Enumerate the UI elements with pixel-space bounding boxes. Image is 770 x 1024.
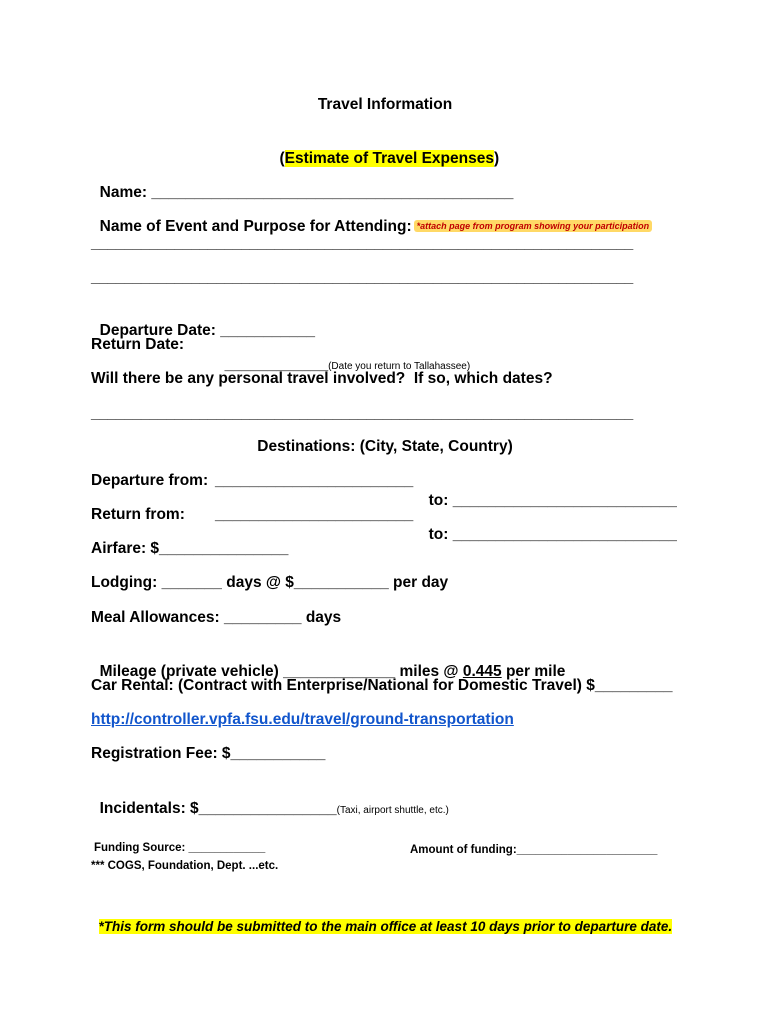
attach-note: *attach page from program showing your participation (414, 220, 653, 232)
ground-transportation-link[interactable]: http://controller.vpfa.fsu.edu/travel/ground-transportation (91, 711, 514, 728)
amount-of-funding-field[interactable]: Amount of funding:______________________ (410, 844, 658, 856)
subtitle-highlight: Estimate of Travel Expenses (284, 150, 494, 167)
mileage-text: Mileage (private vehicle) _____________ miles @ (99, 663, 463, 680)
funding-source-field[interactable]: Funding Source: ____________ (94, 842, 266, 854)
return-to-label: to: (428, 526, 449, 543)
return-to-row (420, 505, 677, 545)
departure-date-field[interactable]: ___________ (220, 322, 316, 339)
event-row (91, 197, 412, 237)
return-date-field[interactable]: ____________ (224, 356, 329, 373)
return-from-label: Return from: (91, 506, 185, 523)
event-label: Name of Event and Purpose for Attending: (99, 218, 412, 235)
personal-travel-blank[interactable]: _________________________________________________________________ (91, 405, 634, 422)
return-to-field[interactable]: __________________________ (452, 526, 677, 543)
name-field[interactable]: __________________________________________ (151, 184, 514, 201)
airfare-field[interactable]: Airfare: $_______________ (91, 540, 289, 557)
event-blank-line-1[interactable]: _________________________________________________________________ (91, 235, 634, 252)
incidentals-row (91, 779, 449, 821)
incidentals-hint: (Taxi, airport shuttle, etc.) (336, 805, 449, 816)
departure-date-label: Departure Date: (99, 322, 216, 339)
submission-warning (91, 897, 672, 937)
submission-warning-text: *This form should be submitted to the main office at least 10 days prior to departure date. (98, 919, 673, 934)
departure-to-label: to: (428, 492, 449, 509)
funding-source-note: *** COGS, Foundation, Dept. ...etc. (91, 860, 279, 872)
departure-from-field[interactable]: _______________________ (215, 472, 414, 489)
registration-fee-field[interactable]: Registration Fee: $___________ (91, 745, 326, 762)
lodging-field[interactable]: Lodging: _______ days @ $___________ per day (91, 574, 449, 591)
mileage-rate: 0.445 (462, 663, 502, 680)
personal-travel-question: Will there be any personal travel involved? If so, which dates? (91, 370, 553, 387)
meal-allowances-field[interactable]: Meal Allowances: _________ days (91, 609, 342, 626)
departure-from-label: Departure from: (91, 472, 209, 489)
name-label: Name: (99, 184, 148, 201)
subtitle-close-paren: ) (493, 150, 500, 167)
return-date-hint: (Date you return to Tallahassee) (328, 361, 471, 372)
mileage-per-mile: per mile (501, 663, 566, 680)
event-blank-line-2[interactable]: _________________________________________________________________ (91, 269, 634, 286)
car-rental-field[interactable]: Car Rental: (Contract with Enterprise/National for Domestic Travel) $_________ (91, 677, 673, 694)
destinations-heading: Destinations: (City, State, Country) (257, 438, 513, 455)
event-note (405, 195, 652, 236)
return-date-label: Return Date: (91, 336, 185, 353)
incidentals-field[interactable]: Incidentals: $________________ (99, 800, 337, 817)
return-from-field[interactable]: _______________________ (215, 506, 414, 523)
form-title: Travel Information (317, 96, 453, 113)
departure-to-field[interactable]: __________________________ (452, 492, 677, 509)
subtitle-open-paren: ( (279, 150, 285, 167)
